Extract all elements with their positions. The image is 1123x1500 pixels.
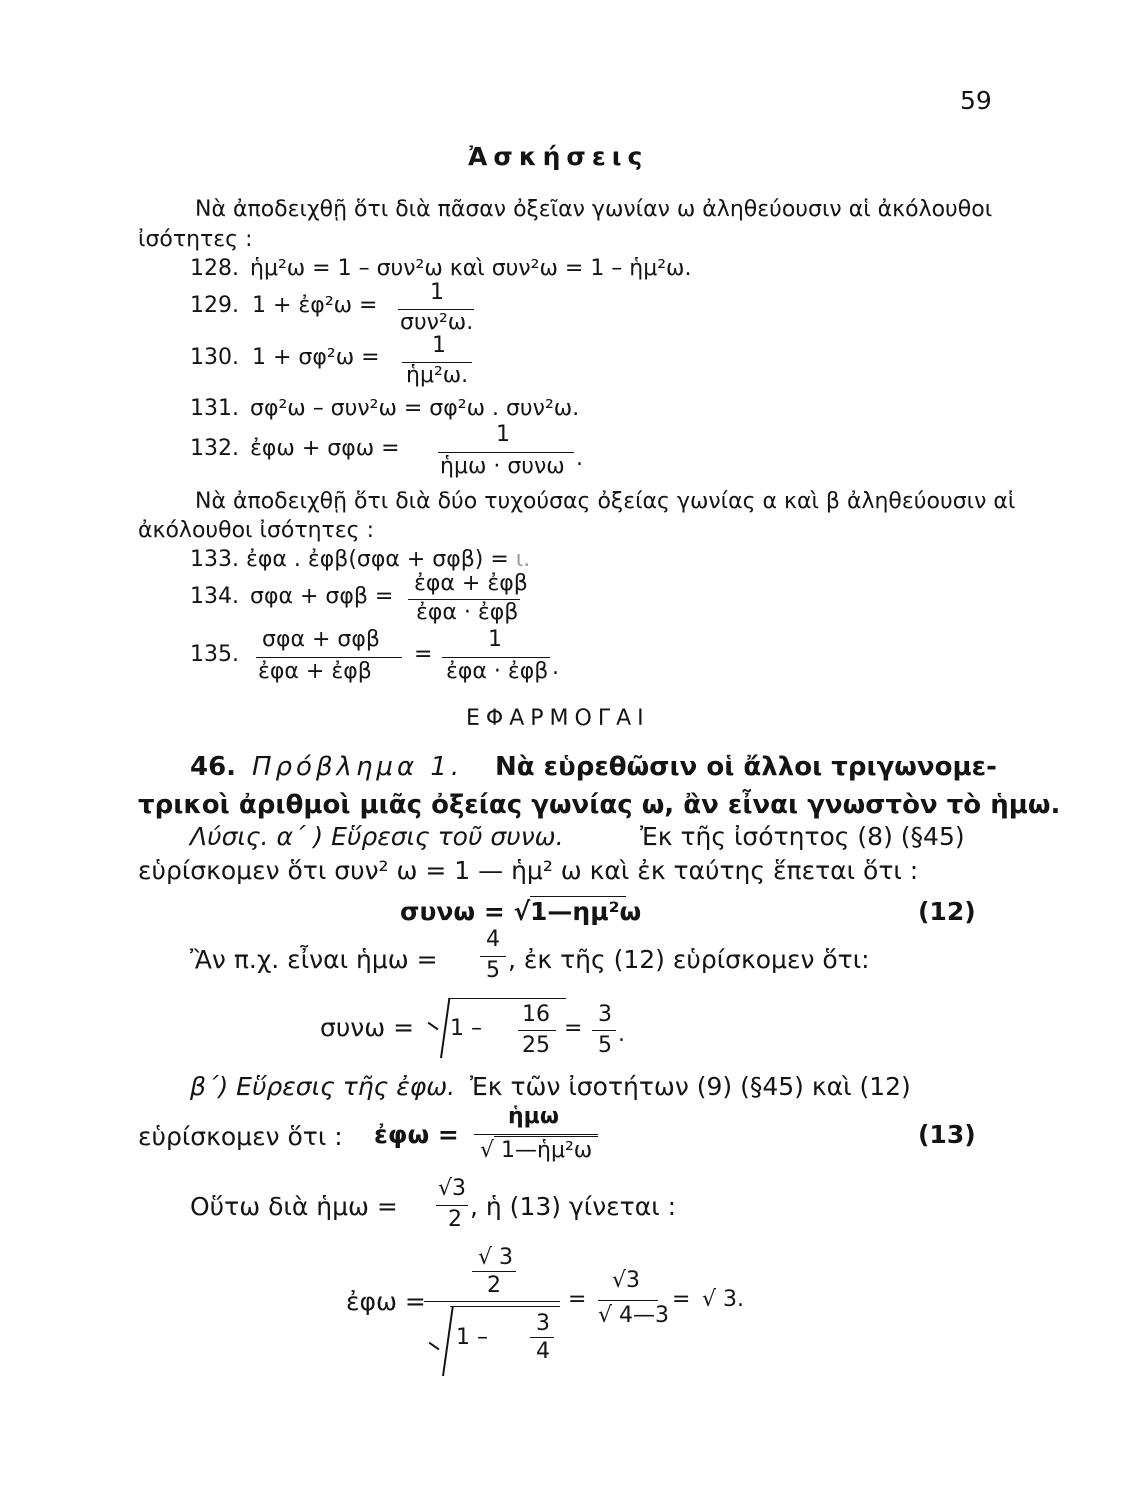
outo-text-a: Οὕτω διὰ ἡμω = (190, 1192, 398, 1221)
outo-numerator: √3 (438, 1176, 467, 1201)
final-inner-fraction-bar (530, 1337, 554, 1338)
exercise-135-numerator-1: σφα + σφβ (262, 627, 380, 652)
final-top-inner-bar (472, 1271, 516, 1272)
final-numerator-3: 3 (536, 1311, 550, 1336)
intro1-line2: ἰσότητες : (138, 227, 253, 252)
exercise-135-period: . (552, 655, 559, 680)
exercise-129-lhs: 1 + ἐφ²ω = (252, 293, 378, 318)
problem-label: Πρόβλημα 1. (252, 752, 464, 782)
exercise-135-equals: = (414, 642, 433, 667)
exercise-132-period: . (576, 446, 583, 471)
eq12-radicand: 1—ημ²ω (530, 897, 642, 926)
exercise-133-rhs-faint: ι. (515, 547, 531, 572)
outo-fraction-bar (436, 1205, 468, 1206)
eq13-lhs: ἐφω = (374, 1120, 459, 1149)
solution-b-find: εὑρίσκομεν ὅτι : (138, 1122, 343, 1151)
exercise-135-denominator-1: ἐφα + ἐφβ (258, 659, 372, 684)
solution-b-label: β΄) Εὕρεσις τῆς ἐφω. (190, 1072, 456, 1101)
exercise-130-numerator: 1 (432, 333, 446, 358)
exercise-135-numerator-2: 1 (488, 627, 502, 652)
exercise-133-number: 133. (190, 547, 239, 572)
example-text-a: Ἂν π.χ. εἶναι ἡμω = (190, 945, 438, 974)
final-main-fraction-bar (424, 1301, 560, 1302)
exercises-heading: Ἀσκήσεις (468, 142, 649, 171)
exercise-130-number: 130. (190, 345, 239, 370)
exercise-130-denominator: ἡμ²ω. (406, 363, 469, 388)
outo-text-b: , ἡ (13) γίνεται : (470, 1192, 677, 1221)
exercise-133-lhs: ἐφα . ἐφβ(σφα + σφβ) = (246, 547, 516, 572)
eq12-tag: (12) (918, 897, 976, 926)
exercise-132-numerator: 1 (496, 422, 510, 447)
exercise-133 (246, 547, 530, 572)
cos-one: 1 – (450, 1016, 482, 1041)
exercise-128-number: 128. (190, 256, 239, 281)
exercise-135-denominator-2: ἐφα · ἐφβ (446, 659, 549, 684)
final-radical-stroke (442, 1306, 454, 1376)
cos-fraction-bar-inner (518, 1030, 556, 1031)
final-equals-1: = (568, 1287, 587, 1312)
exercise-132-number: 132. (190, 436, 239, 461)
exercise-130-lhs: 1 + σφ²ω = (252, 345, 380, 370)
exercise-132-fraction-bar (438, 452, 574, 453)
example-numerator: 4 (486, 927, 500, 952)
exercise-132-lhs: ἐφω + σφω = (250, 436, 400, 461)
final-result: √ 3. (702, 1287, 745, 1312)
exercise-132-denominator: ἡμω · συνω (440, 454, 565, 479)
exercise-134-number: 134. (190, 584, 239, 609)
intro2-line1: Νὰ ἀποδειχθῇ ὅτι διὰ δύο τυχούσας ὀξείας γωνίας α καὶ β ἀληθεύουσιν αἱ (195, 489, 1016, 514)
problem-number: 46. (190, 752, 237, 782)
eq13-denominator: √ 1—ἡμ²ω (480, 1138, 593, 1163)
cos-radical-bar (448, 998, 566, 999)
final-top-denominator: 2 (487, 1273, 501, 1298)
outo-denominator: 2 (448, 1207, 462, 1232)
exercise-135-fraction-bar-2 (442, 657, 550, 658)
exercise-134-lhs: σφα + σφβ = (250, 584, 394, 609)
eq13-numerator: ἡμω (508, 1104, 559, 1129)
eq13-tag: (13) (918, 1120, 976, 1149)
intro2-line2: ἀκόλουθοι ἰσότητες : (138, 518, 374, 543)
final-lhs: ἐφω = (346, 1287, 426, 1316)
solution-b-text: Ἐκ τῶν ἰσοτήτων (9) (§45) καὶ (12) (470, 1072, 911, 1101)
problem-text-line1: Νὰ εὑρεθῶσιν οἱ ἄλλοι τριγωνομε- (495, 752, 997, 782)
final-denominator-4: 4 (536, 1339, 550, 1364)
cos-radical-stroke (440, 998, 450, 1058)
exercise-134-denominator: ἐφα · ἐφβ (416, 600, 519, 625)
solution-a-label: Λύσις. α΄ ) Εὕρεσις τοῦ συνω. (190, 822, 564, 851)
final-radical-bar (450, 1306, 560, 1307)
solution-a-text1: Ἐκ τῆς ἰσότητος (8) (§45) (640, 822, 965, 851)
exercise-135-number: 135. (190, 642, 239, 667)
final-equals-2: = (672, 1287, 691, 1312)
example-denominator: 5 (486, 958, 500, 983)
eq12-lhs: συνω = √ (400, 897, 531, 926)
example-fraction-bar (480, 956, 506, 957)
cos-numerator-16: 16 (522, 1002, 550, 1027)
applications-heading: ΕΦΑΡΜΟΓΑΙ (466, 706, 650, 731)
cos-equals: = (564, 1016, 583, 1041)
example-text-b: , ἐκ τῆς (12) εὑρίσκομεν ὅτι: (508, 945, 870, 974)
exercise-129-denominator: συν²ω. (400, 310, 474, 335)
problem-text-line2: τρικοὶ ἀριθμοὶ μιᾶς ὀξείας γωνίας ω, ἂν εἶναι γνωστὸν τὸ ἡμω. (138, 790, 1061, 820)
exercise-129-number: 129. (190, 293, 239, 318)
exercise-129-numerator: 1 (430, 280, 444, 305)
cos-numerator-3: 3 (598, 1002, 612, 1027)
solution-a-text2: εὑρίσκομεν ὅτι συν² ω = 1 — ἡμ² ω καὶ ἐκ ταύτης ἕπεται ὅτι : (138, 856, 919, 885)
final-top-numerator: √ 3 (478, 1245, 514, 1270)
eq13-radical-bar (494, 1136, 598, 1137)
exercise-131-number: 131. (190, 396, 239, 421)
intro1-line1: Νὰ ἀποδειχθῇ ὅτι διὰ πᾶσαν ὀξεῖαν γωνίαν ω ἀληθεύουσιν αἱ ἀκόλουθοι (195, 197, 993, 222)
cos-denominator-25: 25 (522, 1033, 550, 1058)
cos-radical-tick (428, 1022, 439, 1031)
exercise-128: ἡμ²ω = 1 – συν²ω καὶ συν²ω = 1 – ἡμ²ω. (250, 256, 692, 281)
final-right-denominator: √ 4—3 (598, 1303, 670, 1328)
page-number: 59 (960, 86, 992, 115)
exercise-131: σφ²ω – συν²ω = σφ²ω . συν²ω. (250, 396, 580, 421)
final-radical-tick (429, 1342, 440, 1351)
final-right-numerator: √3 (612, 1268, 641, 1293)
exercise-134-numerator: ἐφα + ἐφβ (414, 571, 528, 596)
cos-lhs: συνω = (320, 1013, 415, 1042)
final-one: 1 – (456, 1325, 488, 1350)
exercise-135-fraction-bar-1 (256, 657, 402, 658)
cos-period: . (618, 1022, 625, 1047)
final-right-fraction-bar (598, 1300, 658, 1301)
cos-denominator-5: 5 (598, 1033, 612, 1058)
cos-fraction-bar-result (592, 1030, 616, 1031)
eq13-fraction-bar (474, 1134, 598, 1135)
